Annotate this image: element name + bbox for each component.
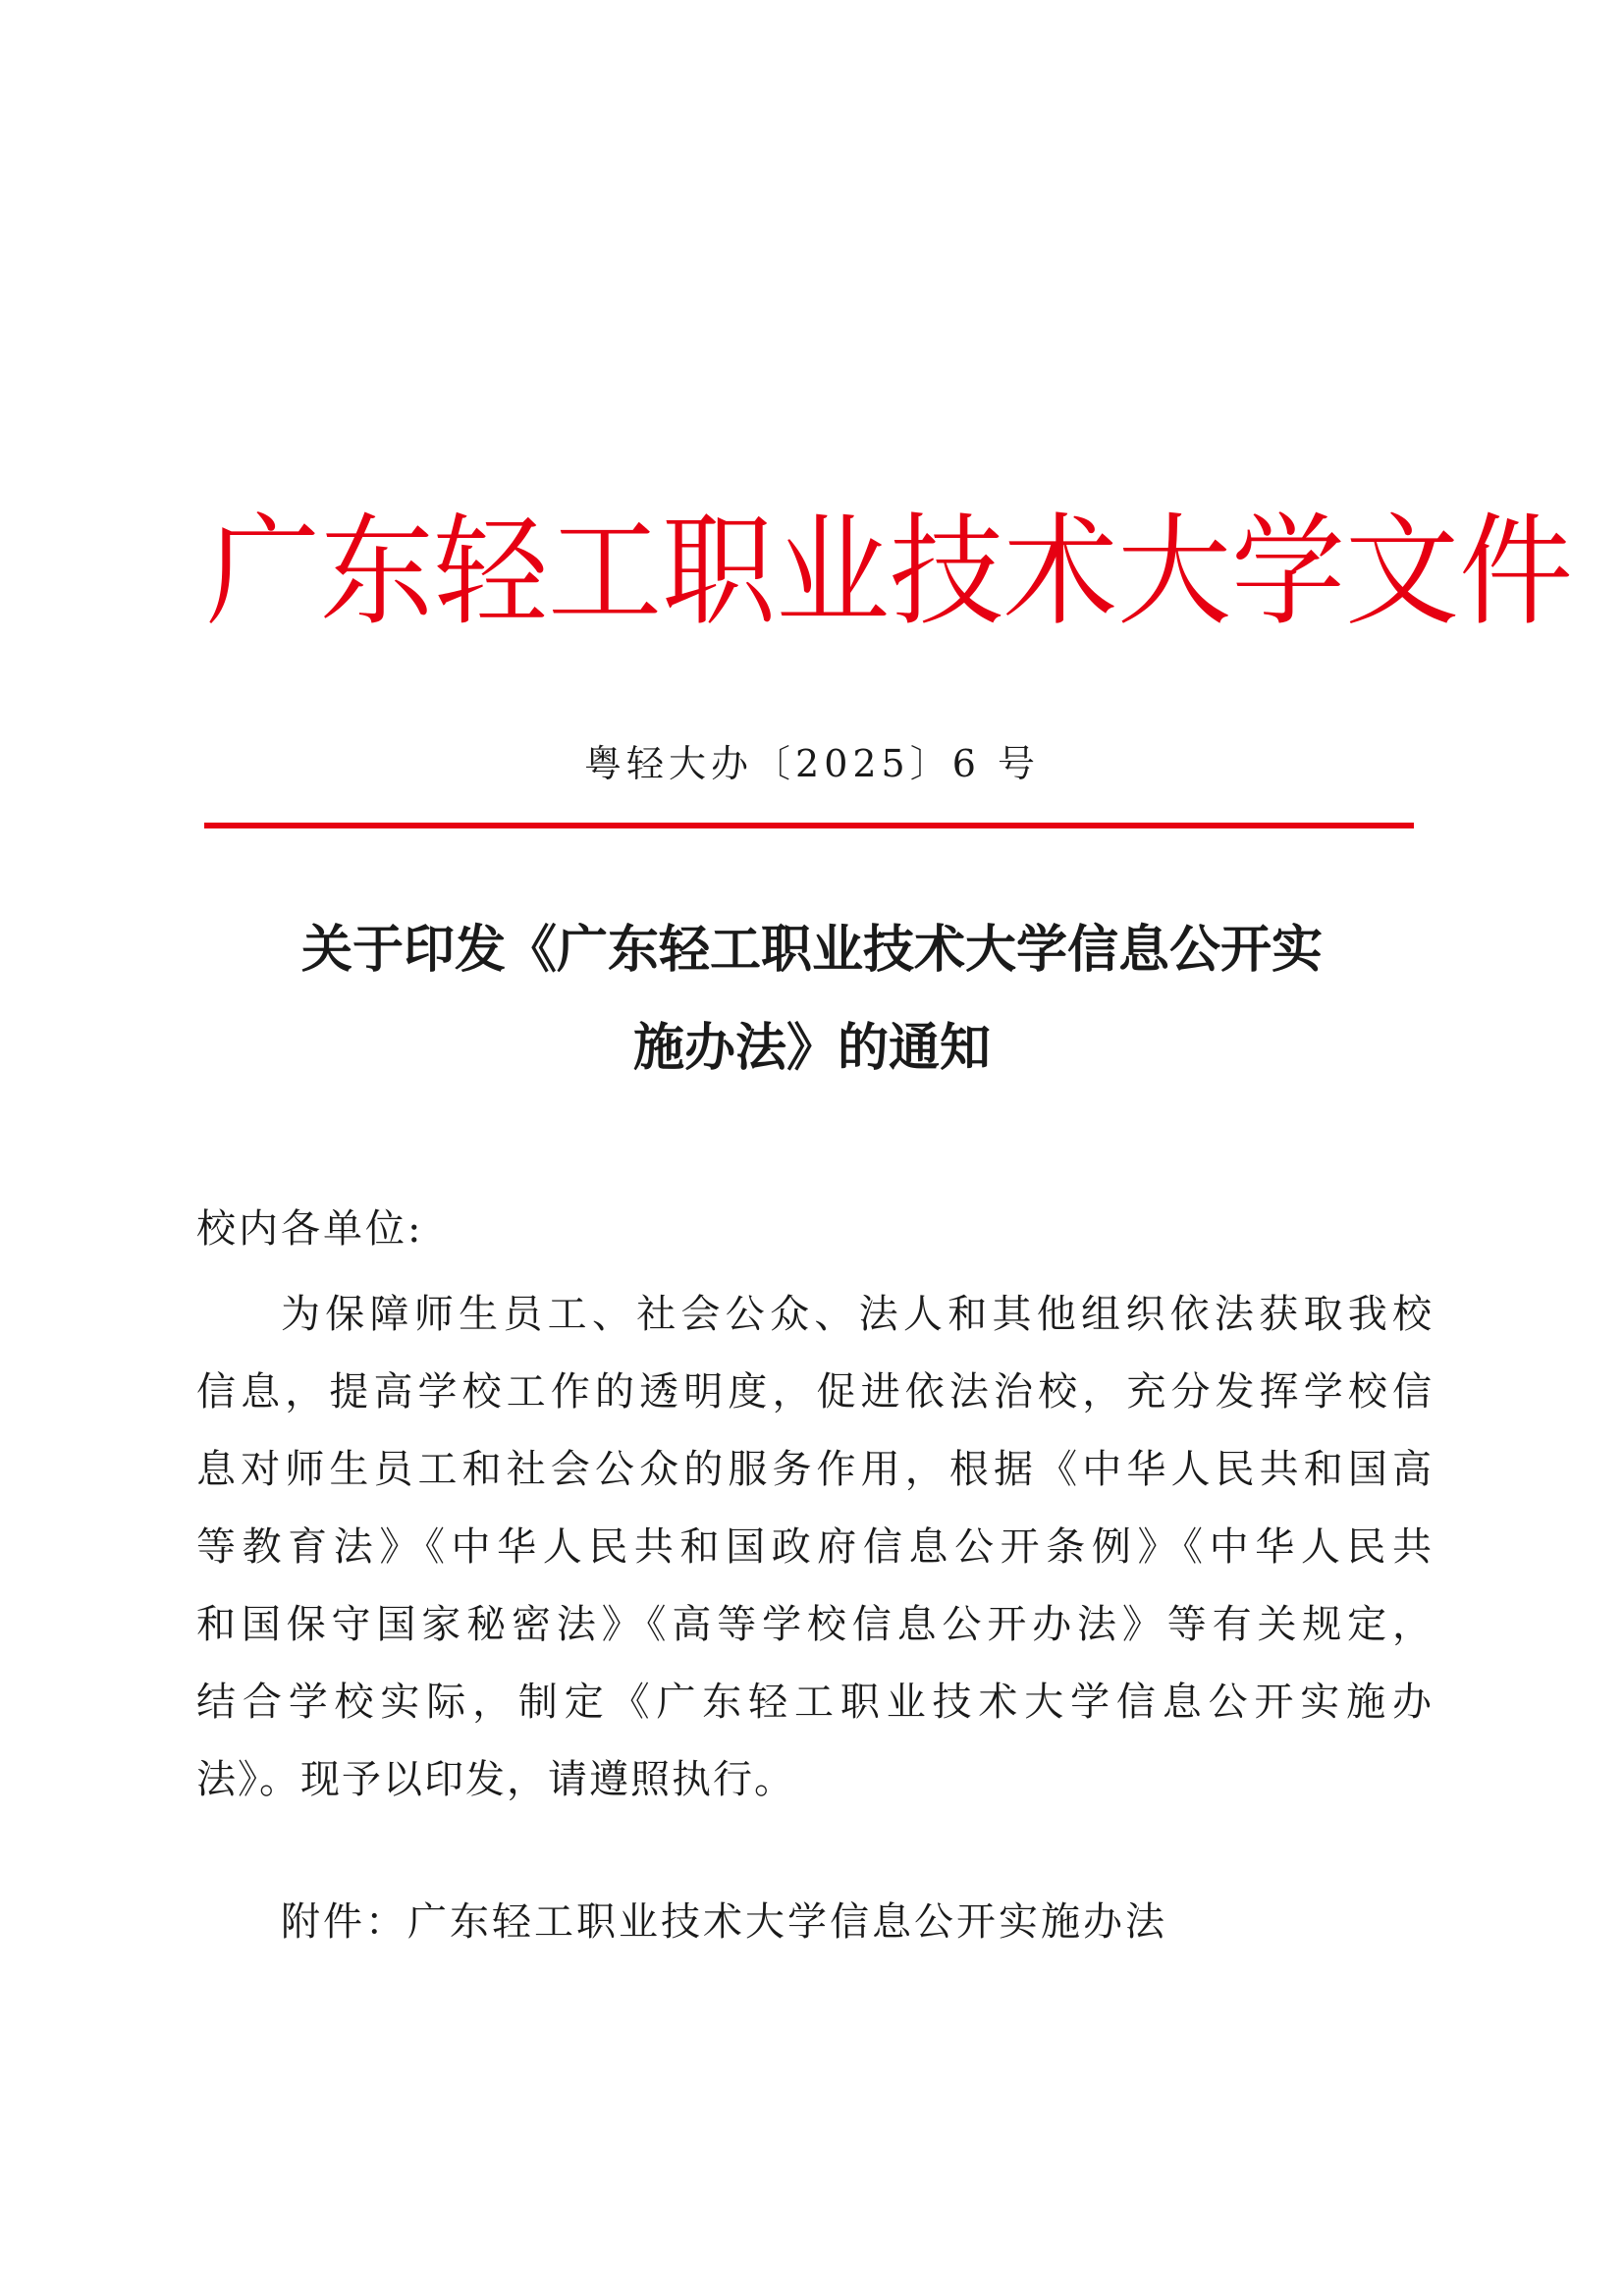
body-line: 息对师生员工和社会公众的服务作用，根据《中华人民共和国高 [196,1447,1434,1492]
body-line: 为保障师生员工、社会公众、法人和其他组织依法获取我校 [281,1292,1434,1337]
attachment-note: 附件：广东轻工职业技术大学信息公开实施办法 [281,1899,1167,1945]
document-number: 粤轻大办〔2025〕6 号 [584,742,1040,785]
body-line: 等教育法》《中华人民共和国政府信息公开条例》《中华人民共 [196,1524,1434,1570]
body-line: 结合学校实际，制定《广东轻工职业技术大学信息公开实施办 [196,1680,1434,1725]
body-paragraph [196,1276,1434,1819]
body-line: 法》。现予以印发，请遵照执行。 [196,1757,795,1802]
red-divider [204,823,1414,828]
title-line-2: 施办法》的通知 [632,1018,991,1078]
title-line-1: 关于印发《广东轻工职业技术大学信息公开实 [300,920,1323,980]
issuer-header: 广东轻工职业技术大学文件 [206,501,1573,643]
salutation: 校内各单位: [196,1206,424,1252]
body-line: 和国保守国家秘密法》《高等学校信息公开办法》等有关规定， [196,1602,1434,1647]
document-title [196,901,1428,1097]
body-line: 信息，提高学校工作的透明度，促进依法治校，充分发挥学校信 [196,1369,1434,1415]
